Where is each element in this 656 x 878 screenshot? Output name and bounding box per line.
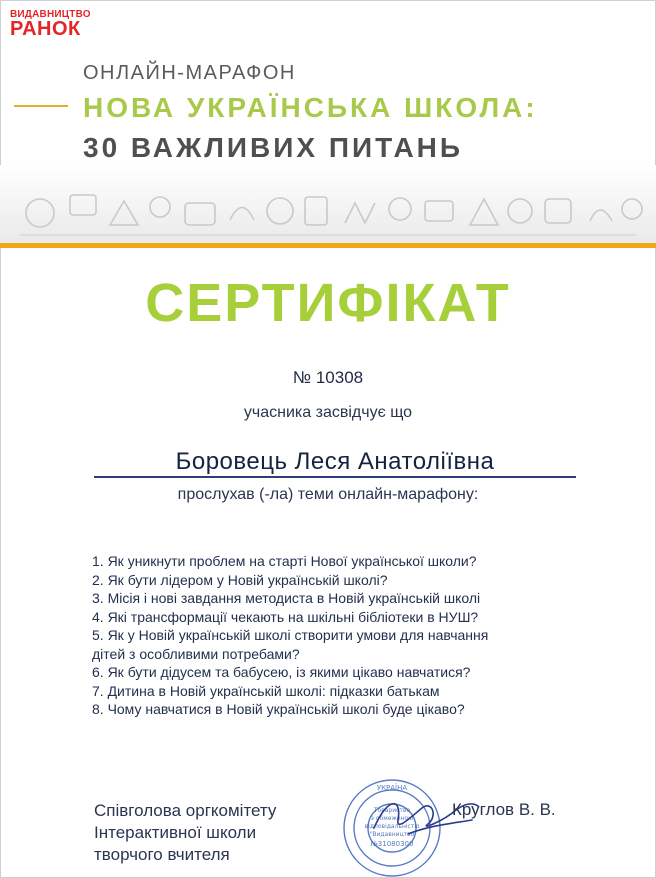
topic-item: 7. Дитина в Новій українській школі: підказки батькам [92,682,440,699]
participant-name: Боровець Леся Анатоліївна [175,448,495,475]
marathon-title-line2: 30 ВАЖЛИВИХ ПИТАНЬ [83,132,464,163]
stamp-line: "Видавництво [369,831,415,838]
topic-item: 6. Як бути дідусем та бабусею, із якими цікаво навчатися? [92,664,471,680]
publisher-logo [10,9,91,40]
listened-text: прослухав (-ла) теми онлайн-марафону: [177,486,479,503]
signatory-role-line: Співголова оргкомітету [94,801,277,820]
publisher-logo-big: РАНОК [10,18,81,40]
marathon-label: ОНЛАЙН-МАРАФОН [83,62,296,84]
title-accent-line [14,105,68,107]
topic-item: 8. Чому навчатися в Новій українській школі буде цікаво? [92,701,465,717]
signatory-role-line: творчого вчителя [94,845,230,864]
topic-item: 5. Як у Новій українській школі створити умови для навчання [92,627,489,643]
marathon-title-line1: НОВА УКРАЇНСЬКА ШКОЛА: [83,92,538,123]
certificate-title: СЕРТИФІКАТ [145,273,511,333]
stamp-line: з обмеженою [370,815,414,822]
topic-item: 2. Як бути лідером у Новій українській школі? [92,571,388,588]
name-underline [94,476,576,478]
signatory-role-line: Інтерактивної школи [94,823,257,842]
topics-list [92,552,562,719]
stamp-code: №31080300 [370,840,414,848]
stamp-line: Товариство [373,807,411,814]
topic-item: 3. Місія і нові завдання методиста в Новій українській школі [92,590,481,606]
topic-item: 1. Як уникнути проблем на старті Нової української школи? [92,553,477,569]
certificate-number: № 10308 [292,368,364,387]
topic-item: дітей з особливими потребами? [92,645,300,662]
header-orange-band [0,243,656,248]
stamp-line: відповідальністю [364,823,420,830]
stamp-top-text: УКРАЇНА [376,784,408,792]
signatory-name: Круглов В. В. [452,800,556,819]
doodle-banner [0,165,656,245]
signatory-role [94,800,334,866]
certifies-text: учасника засвідчує що [243,404,413,421]
publisher-logo-small: ВИДАВНИЦТВО [10,9,91,20]
topic-item: 4. Які трансформації чекають на шкільні бібліотеки в НУШ? [92,608,479,625]
